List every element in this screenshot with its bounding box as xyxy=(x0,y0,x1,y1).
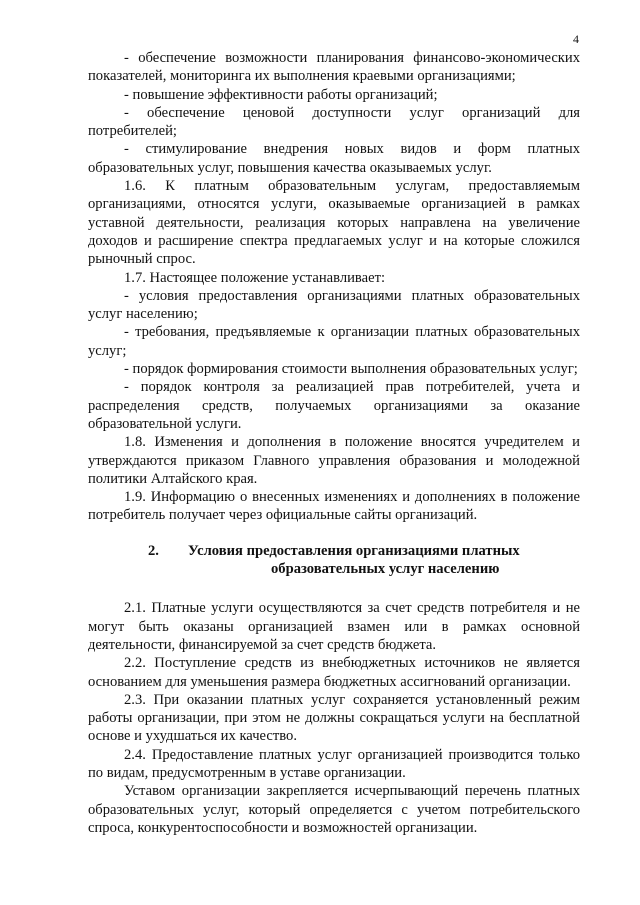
intro-item-planning: - обеспечение возможности планирования финансово-экономических показателей, мониторинга их выполнения краевыми организациями; xyxy=(88,50,580,85)
section-2-title-line1: Условия предоставления организациями платных xyxy=(188,542,520,559)
list-item-1-7-control: - порядок контроля за реализацией прав потребителей, учета и распределения средств, получаемых организациями за оказание образовательной услуги. xyxy=(88,379,580,432)
intro-item-affordability: - обеспечение ценовой доступности услуг организаций для потребителей; xyxy=(88,104,580,140)
list-item-1-7-pricing: - порядок формирования стоимости выполнения образовательных услуг; xyxy=(124,361,578,378)
paragraph-1-6: 1.6. К платным образовательным услугам, предоставляемым организациями, относятся услуги, оказываемые организацией в рамках уставной деятельности, реализация которых направлена на увеличение доходов и расширение спектра предлагаемых услуг и на которые сложился рыночный спрос. xyxy=(88,178,580,268)
paragraph-1-8: 1.8. Изменения и дополнения в положение вносятся учредителем и утверждаются приказом Главного управления образования и молодежной политики Алтайского края. xyxy=(88,434,580,487)
paragraph-1-9: 1.9. Информацию о внесенных изменениях и дополнениях в положение потребитель получает через официальные сайты организаций. xyxy=(88,489,580,524)
paragraph-2-1: 2.1. Платные услуги осуществляются за счет средств потребителя и не могут быть оказаны организацией взамен или в рамках основной деятельности, финансируемой за счет средств бюджета. xyxy=(88,600,580,653)
paragraph-2-4: 2.4. Предоставление платных услуг организацией производится только по видам, предусмотренным в уставе организации. xyxy=(88,746,580,781)
page-number: 4 xyxy=(573,32,579,46)
paragraph-2-2: 2.2. Поступление средств из внебюджетных источников не является основанием для уменьшения размера бюджетных ассигнований организации. xyxy=(88,655,580,690)
paragraph-2-4-charter: Уставом организации закрепляется исчерпывающий перечень платных образовательных услуг, который определяется с учетом потребительского спроса, конкурентоспособности и возможностей организации. xyxy=(88,783,580,836)
paragraph-1-7: 1.7. Настоящее положение устанавливает: xyxy=(124,269,386,286)
intro-item-innovation: - стимулирование внедрения новых видов и форм платных образовательных услуг, повышения качества оказываемых услуг. xyxy=(88,141,580,176)
section-2-title-line2: образовательных услуг населению xyxy=(271,561,500,578)
intro-item-efficiency: - повышение эффективности работы организаций; xyxy=(124,86,438,103)
list-item-1-7-requirements: - требования, предъявляемые к организации платных образовательных услуг; xyxy=(88,324,580,359)
paragraph-2-3: 2.3. При оказании платных услуг сохраняется установленный режим работы организации, при этом не должны сокращаться услуги на бесплатной основе и ухудшаться их качество. xyxy=(88,691,580,745)
list-item-1-7-conditions: - условия предоставления организациями платных образовательных услуг населению; xyxy=(88,287,580,323)
document-body xyxy=(88,49,580,837)
section-2-number: 2. xyxy=(148,542,159,559)
section-2-heading xyxy=(88,542,580,579)
